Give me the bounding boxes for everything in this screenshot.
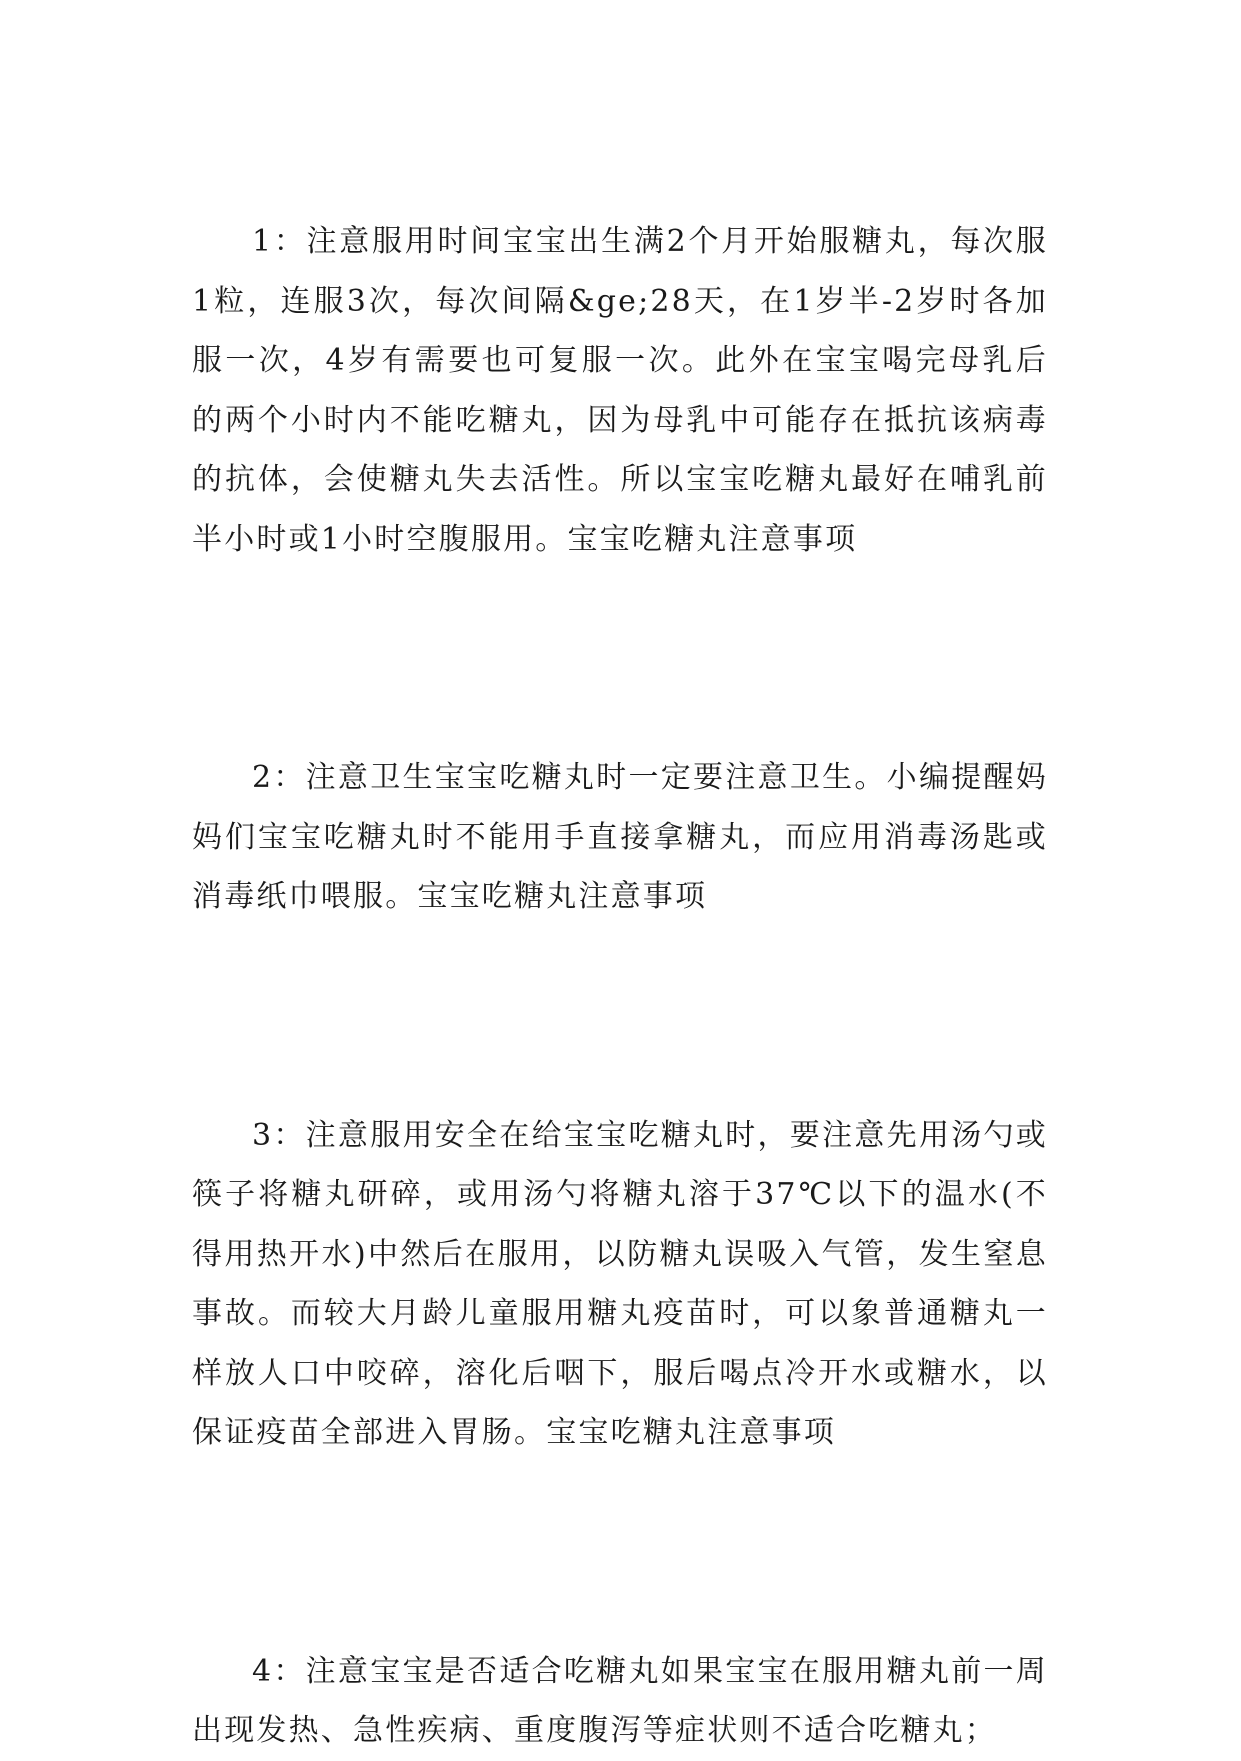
paragraph-3: 3：注意服用安全在给宝宝吃糖丸时，要注意先用汤勺或筷子将糖丸研碎，或用汤勺将糖丸溶于37℃以下的温水(不得用热开水)中然后在服用，以防糖丸误吸入气管，发生窒息事故。而较大月龄儿童服用糖丸疫苗时，可以象普通糖丸一样放人口中咬碎，溶化后咽下，服后喝点冷开水或糖水，以保证疫苗全部进入胃肠。宝宝吃糖丸注意事项: [192, 1117, 1048, 1450]
paragraph-1: 1：注意服用时间宝宝出生满2个月开始服糖丸，每次服1粒，连服3次，每次间隔&ge;28天，在1岁半-2岁时各加服一次，4岁有需要也可复服一次。此外在宝宝喝完母乳后的两个小时内不能吃糖丸，因为母乳中可能存在抵抗该病毒的抗体，会使糖丸失去活性。所以宝宝吃糖丸最好在哺乳前半小时或1小时空腹服用。宝宝吃糖丸注意事项: [192, 224, 1048, 557]
paragraph-4: 4：注意宝宝是否适合吃糖丸如果宝宝在服用糖丸前一周出现发热、急性疾病、重度腹泻等症状则不适合吃糖丸；: [192, 1653, 1048, 1748]
paragraph-2: 2：注意卫生宝宝吃糖丸时一定要注意卫生。小编提醒妈妈们宝宝吃糖丸时不能用手直接拿糖丸，而应用消毒汤匙或消毒纸巾喂服。宝宝吃糖丸注意事项: [192, 760, 1048, 914]
document-body: [192, 212, 1048, 1761]
